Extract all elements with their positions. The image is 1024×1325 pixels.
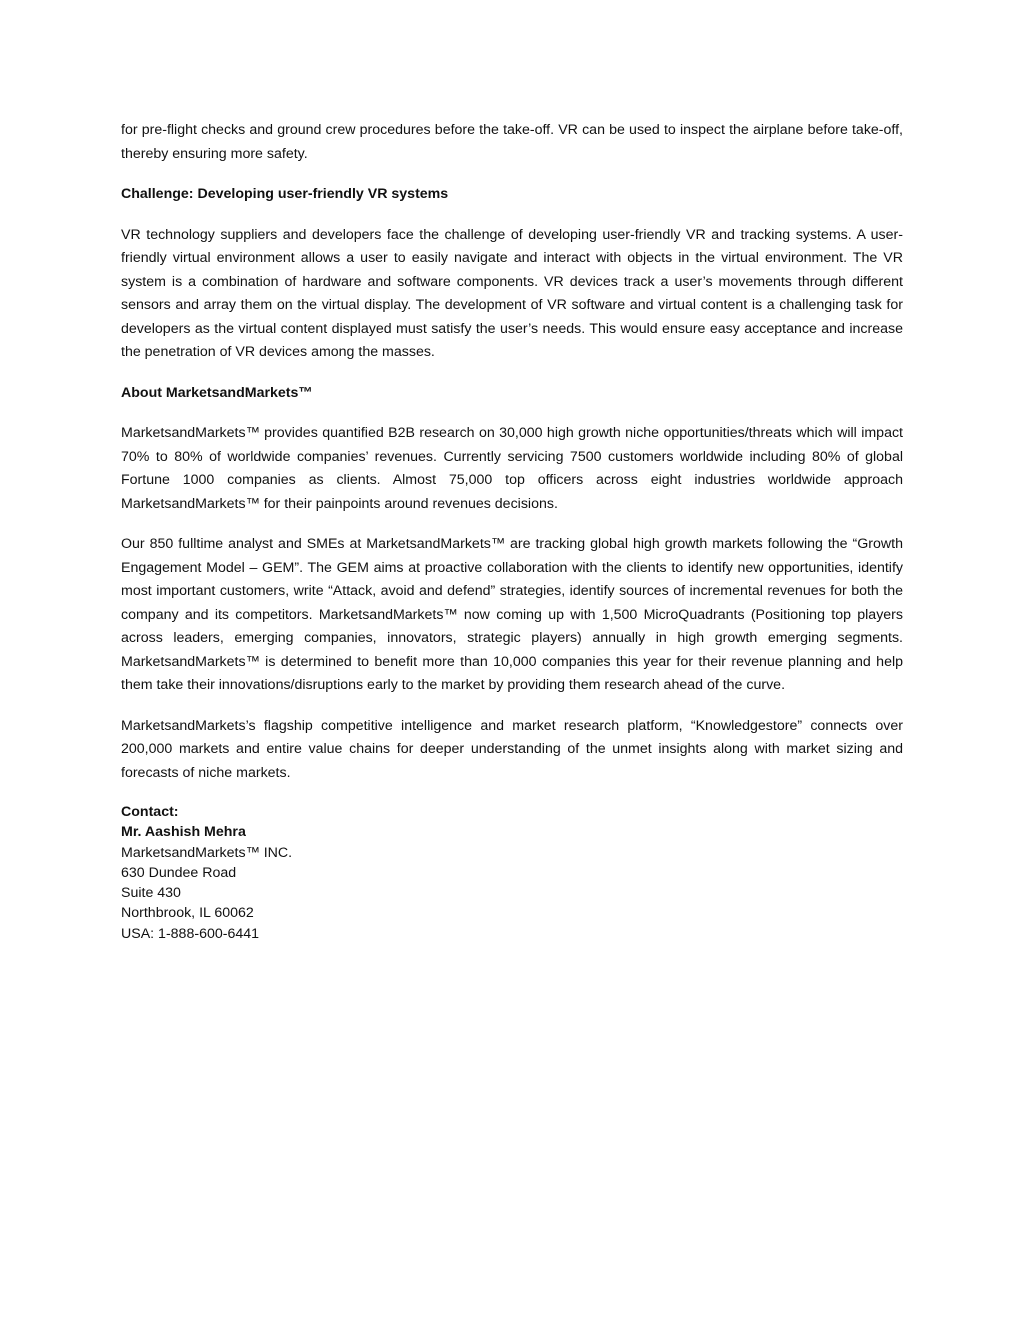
about-paragraph-3: MarketsandMarkets’s flagship competitive intelligence and market research platform, “Knowledgestore” connects over 200,000 markets and entire value chains for deeper understanding of the unmet insights along with market sizing and forecasts of niche markets. bbox=[121, 717, 903, 781]
challenge-heading: Challenge: Developing user-friendly VR systems bbox=[121, 186, 449, 202]
contact-block bbox=[121, 802, 903, 944]
about-paragraph-2: Our 850 fulltime analyst and SMEs at MarketsandMarkets™ are tracking global high growth markets following the “Growth Engagement Model – GEM”. The GEM aims at proactive collaboration with the clients to identify new opportunities, identify most important customers, write “Attack, avoid and defend” strategies, identify sources of incremental revenues for both the company and its competitors. MarketsandMarkets™ now coming up with 1,500 MicroQuadrants (Positioning top players across leaders, emerging companies, innovators, strategic players) annually in high growth emerging segments. MarketsandMarkets™ is determined to benefit more than 10,000 companies this year for their revenue planning and help them take their innovations/disruptions early to the market by providing them research ahead of the curve. bbox=[121, 536, 903, 693]
contact-address-line-1: 630 Dundee Road bbox=[121, 864, 237, 881]
challenge-paragraph: VR technology suppliers and developers face the challenge of developing user-friendly VR and tracking systems. A user-friendly virtual environment allows a user to easily navigate and interact with objects in the virtual environment. The VR system is a combination of hardware and software components. VR devices track a user’s movements through different sensors and array them on the virtual display. The development of VR software and virtual content is a challenging task for developers as the virtual content displayed must satisfy the user’s needs. This would ensure easy acceptance and increase the penetration of VR devices among the masses. bbox=[121, 226, 903, 360]
about-paragraph-1: MarketsandMarkets™ provides quantified B2B research on 30,000 high growth niche opportunities/threats which will impact 70% to 80% of worldwide companies’ revenues. Currently servicing 7500 customers worldwide including 80% of global Fortune 1000 companies as clients. Almost 75,000 top officers across eight industries worldwide approach MarketsandMarkets™ for their painpoints around revenues decisions. bbox=[121, 425, 903, 512]
intro-paragraph: for pre-flight checks and ground crew procedures before the take-off. VR can be used to inspect the airplane before take-off, thereby ensuring more safety. bbox=[121, 122, 903, 162]
about-heading: About MarketsandMarkets™ bbox=[121, 384, 313, 401]
document-page bbox=[121, 119, 903, 944]
contact-phone: USA: 1-888-600-6441 bbox=[121, 925, 260, 942]
contact-address-line-2: Suite 430 bbox=[121, 885, 181, 902]
contact-address-line-3: Northbrook, IL 60062 bbox=[121, 905, 254, 922]
contact-name: Mr. Aashish Mehra bbox=[121, 824, 246, 841]
contact-label: Contact: bbox=[121, 804, 179, 820]
contact-company: MarketsandMarkets™ INC. bbox=[121, 844, 293, 861]
